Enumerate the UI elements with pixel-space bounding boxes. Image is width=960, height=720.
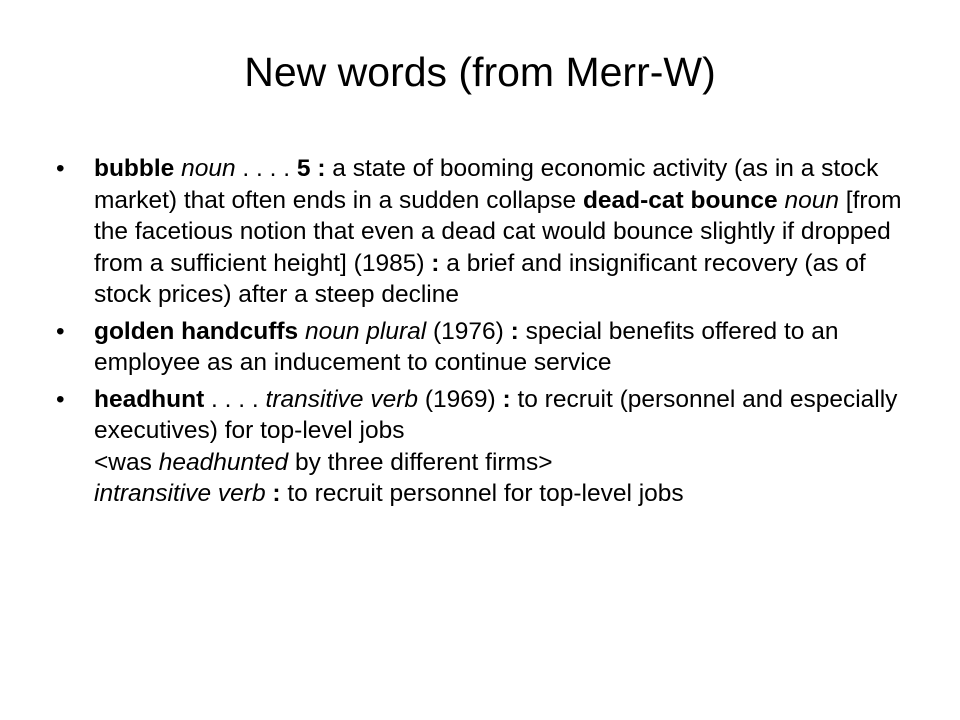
entry-text: . . . . (235, 155, 297, 182)
entry-term: : (502, 385, 511, 413)
entry-term: : (431, 249, 440, 277)
entry-text: [from the facetious notion that even a dead cat would bounce slightly if dropped from a sufficient height] (1985) (94, 186, 902, 277)
entry-term: 5 : (296, 155, 326, 182)
entry-text: by three different firms> (288, 448, 553, 476)
bullet-icon: • (56, 385, 65, 413)
entry-text (298, 318, 305, 345)
entry-term: bubble (94, 155, 175, 182)
entry-label: intransitive verb (94, 480, 266, 507)
bullet-icon: • (56, 155, 65, 182)
bullet-icon: • (56, 317, 65, 345)
entry-text: <was (94, 448, 159, 476)
slide-title: New words (from Merr-W) (244, 49, 716, 95)
entry-term: : (510, 317, 519, 345)
entry-label: noun plural (304, 317, 427, 345)
entry-text: a brief and insignificant recovery (as of stock prices) after a steep decline (94, 249, 866, 308)
entry-text: (1976) (426, 317, 511, 345)
entry-label: transitive verb (265, 385, 419, 413)
entry-text: a state of booming economic activity (as in a stock market) that often ends in a sudden collapse (94, 155, 879, 214)
definition-list (56, 153, 916, 515)
entry-term: dead-cat bounce (582, 186, 778, 214)
entry-text: (1969) (418, 385, 503, 413)
definition-entry (56, 316, 916, 379)
entry-term: headhunt (94, 385, 205, 413)
entry-label: headhunted (158, 448, 289, 476)
entry-label: noun (784, 186, 839, 214)
entry-text: to recruit personnel for top-level jobs (280, 480, 684, 507)
definition-entry (56, 384, 916, 510)
entry-text: special benefits offered to an employee as an inducement to continue service (94, 317, 839, 376)
definition-entry (56, 153, 916, 311)
entry-term: : (272, 480, 281, 507)
entry-label: noun (181, 155, 236, 182)
entry-text: to recruit (personnel and especially executives) for top-level jobs (94, 385, 898, 444)
entry-text: . . . . (204, 385, 266, 413)
entry-term: golden handcuffs (94, 317, 299, 345)
